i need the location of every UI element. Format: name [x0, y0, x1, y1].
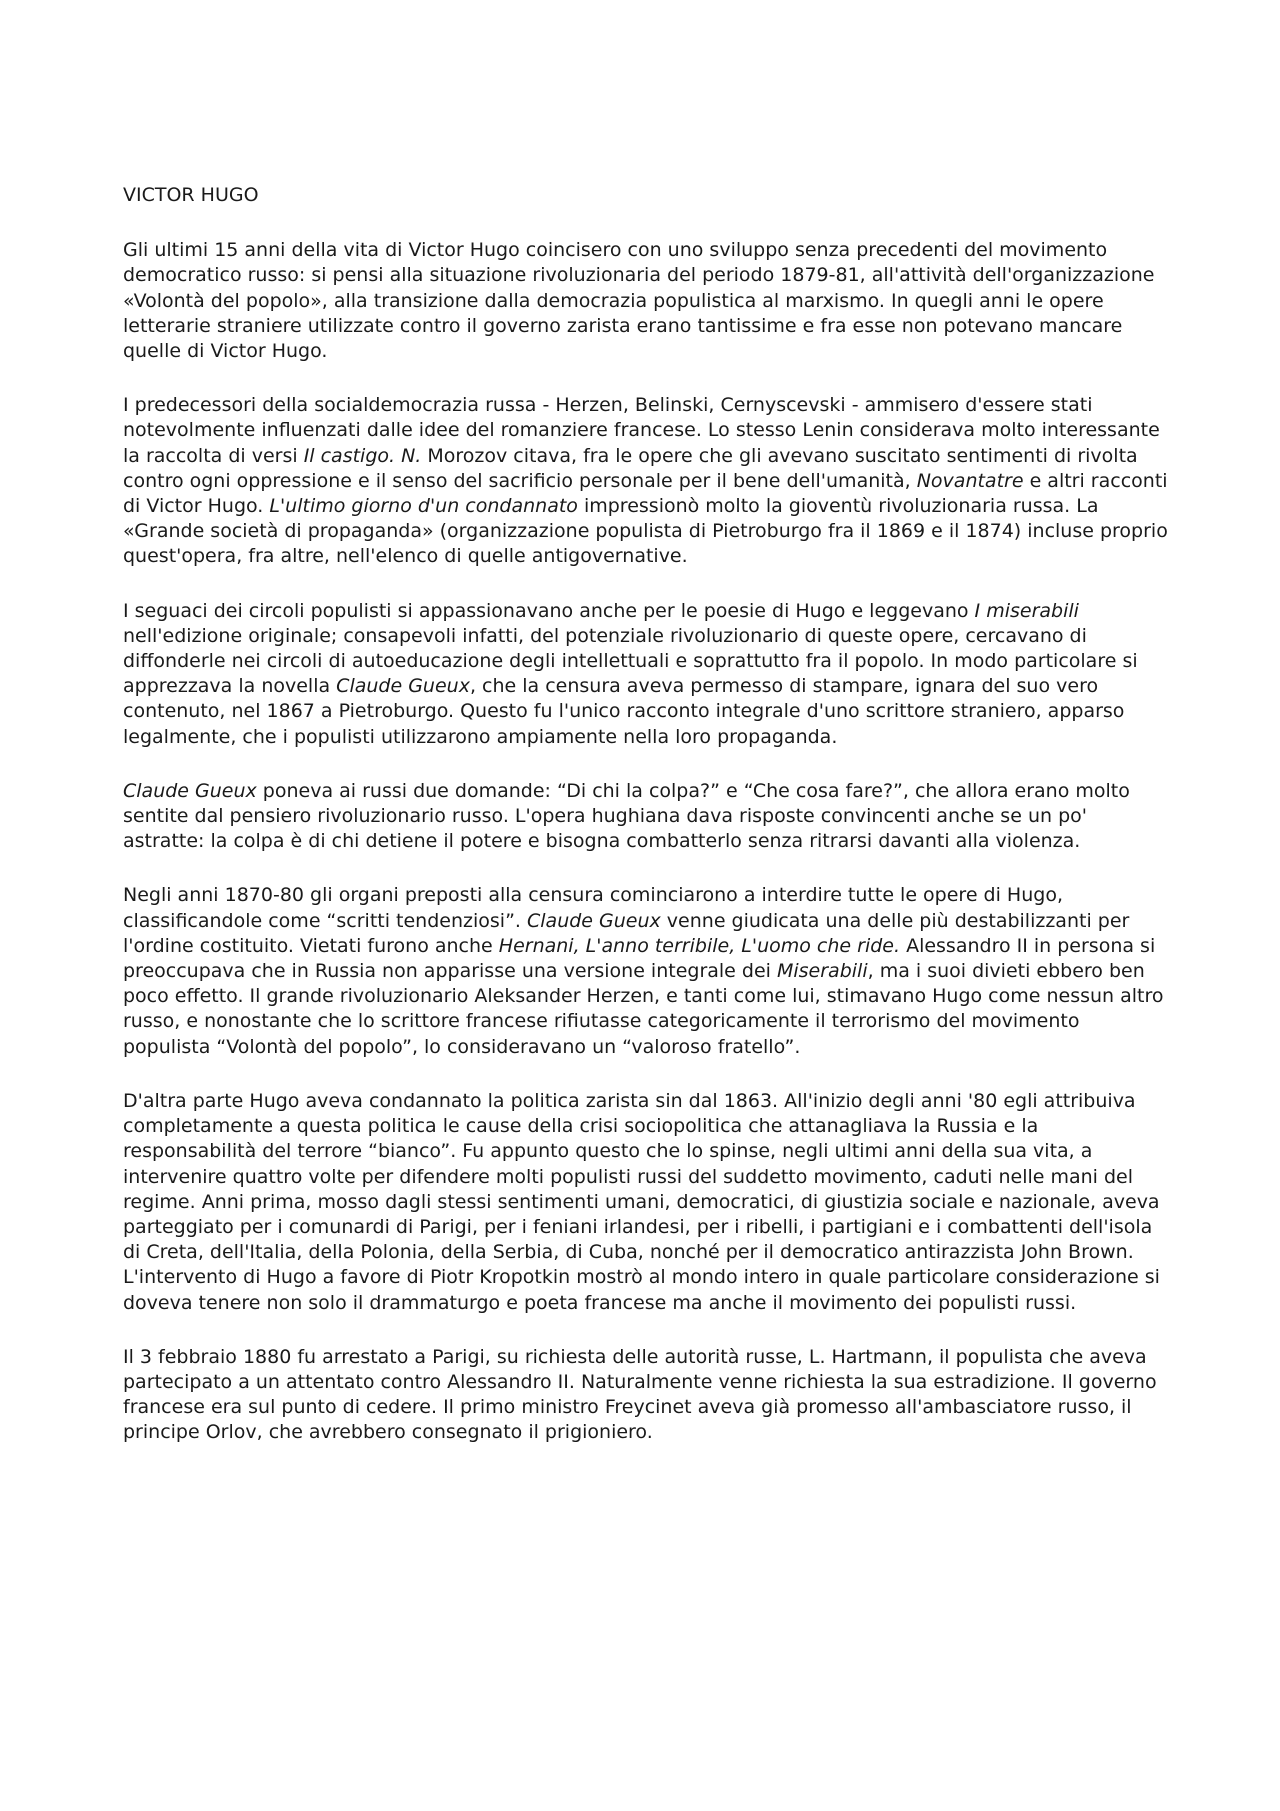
paragraph-3-italic-2: Claude Gueux — [336, 675, 470, 698]
paragraph-2 — [123, 393, 1168, 569]
paragraph-5-text-4: , ma i suoi divieti ebbero ben poco effetto. Il grande rivoluzionario Aleksander Herzen, e tanti come lui, stimavano Hugo come nessun altro russo, e nonostante che lo scrittore francese rifiutasse categoricamente il terrorismo del movimento populista “Volontà del popolo”, lo consideravano un “valoroso fratello”. — [123, 960, 1164, 1058]
paragraph-5 — [123, 883, 1168, 1059]
paragraph-4-text-1: poneva ai russi due domande: “Di chi la colpa?” e “Che cosa fare?”, che allora erano molto sentite dal pensiero rivoluzionario russo. L'opera hughiana dava risposte convincenti anche se un po' astratte: la colpa è di chi detiene il potere e bisogna combatterlo senza ritrarsi davanti alla violenza. — [123, 779, 1130, 853]
paragraph-5-text-2: venne giudicata una delle più destabilizzanti per l'ordine costituito. Vietati furono anche — [123, 909, 1130, 957]
paragraph-4 — [123, 779, 1168, 855]
paragraph-2-text-1: I predecessori della socialdemocrazia russa - Herzen, Belinski, Cernyscevski - ammisero d'essere stati notevolmente influenzati dalle idee del romanziere francese. Lo stesso Lenin considerava molto interessante la raccolta di versi — [123, 394, 1160, 467]
paragraph-3-text-2: nell'edizione originale; consapevoli infatti, del potenziale rivoluzionario di queste opere, cercavano di diffonderle nei circoli di autoeducazione degli intellettuali e soprattutto fra il popolo. In modo particolare si apprezzava la novella — [123, 624, 1138, 698]
paragraph-6: D'altra parte Hugo aveva condannato la politica zarista sin dal 1863. All'inizio degli anni '80 egli attribuiva completamente a questa politica le cause della crisi sociopolitica che attanagliava la Russia e la responsabilità del terrore “bianco”. Fu appunto questo che lo spinse, negli ultimi anni della sua vita, a intervenire quattro volte per difendere molti populisti russi del suddetto movimento, caduti nelle mani del regime. Anni prima, mosso dagli stessi sentimenti umani, democratici, di giustizia sociale e nazionale, aveva parteggiato per i comunardi di Parigi, per i feniani irlandesi, per i ribelli, i partigiani e i combattenti dell'isola di Creta, dell'Italia, della Polonia, della Serbia, di Cuba, nonché per il democratico antirazzista John Brown. L'intervento di Hugo a favore di Piotr Kropotkin mostrò al mondo intero in quale particolare considerazione si doveva tenere non solo il drammaturgo e poeta francese ma anche il movimento dei populisti russi. — [123, 1089, 1160, 1314]
paragraph-1: Gli ultimi 15 anni della vita di Victor Hugo coincisero con uno sviluppo senza precedenti del movimento democratico russo: si pensi alla situazione rivoluzionaria del periodo 1879-81, all'attività dell'organizzazione «Volontà del popolo», alla transizione dalla democrazia populistica al marxismo. In quegli anni le opere letterarie straniere utilizzate contro il governo zarista erano tantissime e fra esse non potevano mancare quelle di Victor Hugo. — [123, 239, 1155, 363]
paragraph-5-text-1: Negli anni 1870-80 gli organi preposti alla censura cominciarono a interdire tutte le opere di Hugo, classificandole come “scritti tendenziosi”. — [123, 884, 1063, 932]
paragraph-7: Il 3 febbraio 1880 fu arrestato a Parigi, su richiesta delle autorità russe, L. Hartmann, il populista che aveva partecipato a un attentato contro Alessandro II. Naturalmente venne richiesta la sua estradizione. Il governo francese era sul punto di cedere. Il primo ministro Freycinet aveva già promesso all'ambasciatore russo, il principe Orlov, che avrebbero consegnato il prigioniero. — [123, 1345, 1157, 1444]
paragraph-4-italic-1: Claude Gueux — [123, 779, 257, 802]
paragraph-3 — [123, 599, 1168, 750]
paragraph-2-italic-3: L'ultimo giorno d'un condannato — [269, 495, 578, 518]
paragraph-5-italic-3: Miserabili — [776, 960, 868, 983]
paragraph-3-italic-1: I miserabili — [974, 599, 1079, 622]
paragraph-5-italic-2: Hernani, L'anno terribile, L'uomo che ride. — [498, 934, 901, 957]
paragraph-2-text-2: Morozov citava, fra le opere che gli avevano suscitato sentimenti di rivolta contro ogni oppressione e il senso del sacrificio personale per il bene dell'umanità, — [123, 444, 1138, 492]
paragraph-2-text-4: impressionò molto la gioventù rivoluzionaria russa. La «Grande società di propaganda» (organizzazione populista di Pietroburgo fra il 1869 e il 1874) incluse proprio quest'opera, fra altre, nell'elenco di quelle antigovernative. — [123, 495, 1168, 568]
paragraph-2-text-3: e altri racconti di Victor Hugo. — [123, 469, 1168, 518]
document-body — [123, 183, 1168, 1475]
document-title: VICTOR HUGO — [123, 184, 259, 206]
paragraph-2-italic-2: Novantatre — [916, 469, 1024, 492]
paragraph-3-text-3: , che la censura aveva permesso di stampare, ignara del suo vero contenuto, nel 1867 a Pietroburgo. Questo fu l'unico racconto integrale d'uno scrittore straniero, apparso legalmente, che i populisti utilizzarono ampiamente nella loro propaganda. — [123, 675, 1125, 748]
paragraph-3-text-1: I seguaci dei circoli populisti si appassionavano anche per le poesie di Hugo e leggevano — [123, 599, 975, 622]
paragraph-5-italic-1: Claude Gueux — [527, 909, 661, 932]
paragraph-2-italic-1: Il castigo. N. — [303, 444, 422, 467]
paragraph-5-text-3: Alessandro II in persona si preoccupava che in Russia non apparisse una versione integrale dei — [123, 934, 1156, 983]
